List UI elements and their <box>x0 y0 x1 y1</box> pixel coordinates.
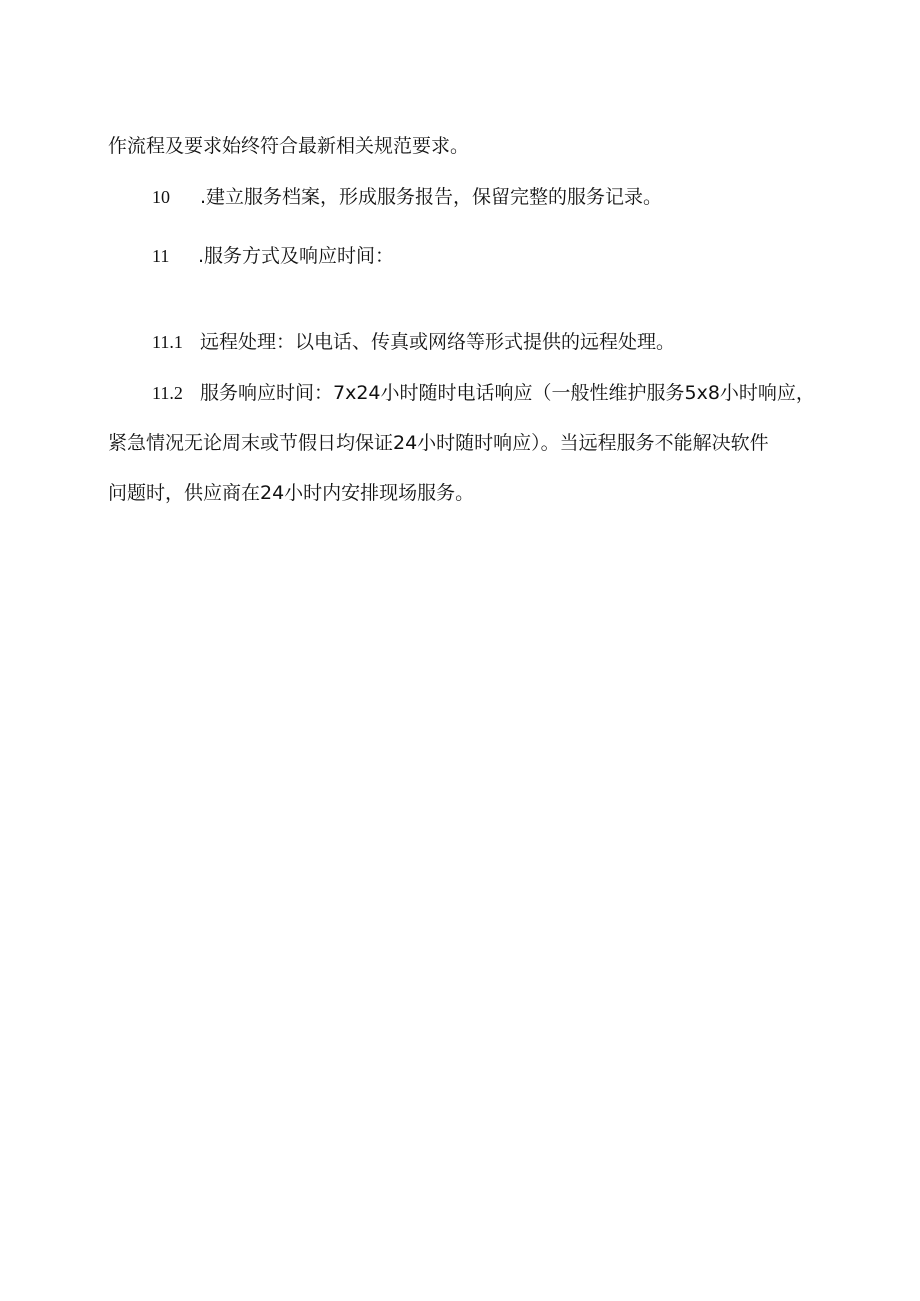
paragraph-text: 作流程及要求始终符合最新相关规范要求。 <box>108 135 470 157</box>
item-number: 11 <box>152 246 170 266</box>
item-text: 远程处理：以电话、传真或网络等形式提供的远程处理。 <box>200 331 676 353</box>
list-item-11-2-continuation <box>108 431 769 455</box>
item-text: .服务方式及响应时间： <box>198 245 395 267</box>
list-item-10 <box>152 185 662 209</box>
list-item-11-2-continuation <box>108 481 474 505</box>
item-text-line-2: 紧急情况无论周末或节假日均保证24小时随时响应）。当远程服务不能解决软件 <box>108 432 769 454</box>
item-text-line-3: 问题时，供应商在24小时内安排现场服务。 <box>108 482 475 504</box>
item-number: 11.1 <box>152 332 183 352</box>
item-number: 11.2 <box>152 383 183 403</box>
item-text-line-1: 服务响应时间：7x24小时随时电话响应（一般性维护服务5x8小时响应， <box>200 382 815 404</box>
item-number: 10 <box>152 187 170 207</box>
paragraph-continuation <box>108 134 469 158</box>
list-item-11-1 <box>152 330 675 354</box>
list-item-11-2 <box>152 381 815 405</box>
item-text: .建立服务档案，形成服务报告，保留完整的服务记录。 <box>200 186 663 208</box>
list-item-11 <box>152 244 394 268</box>
